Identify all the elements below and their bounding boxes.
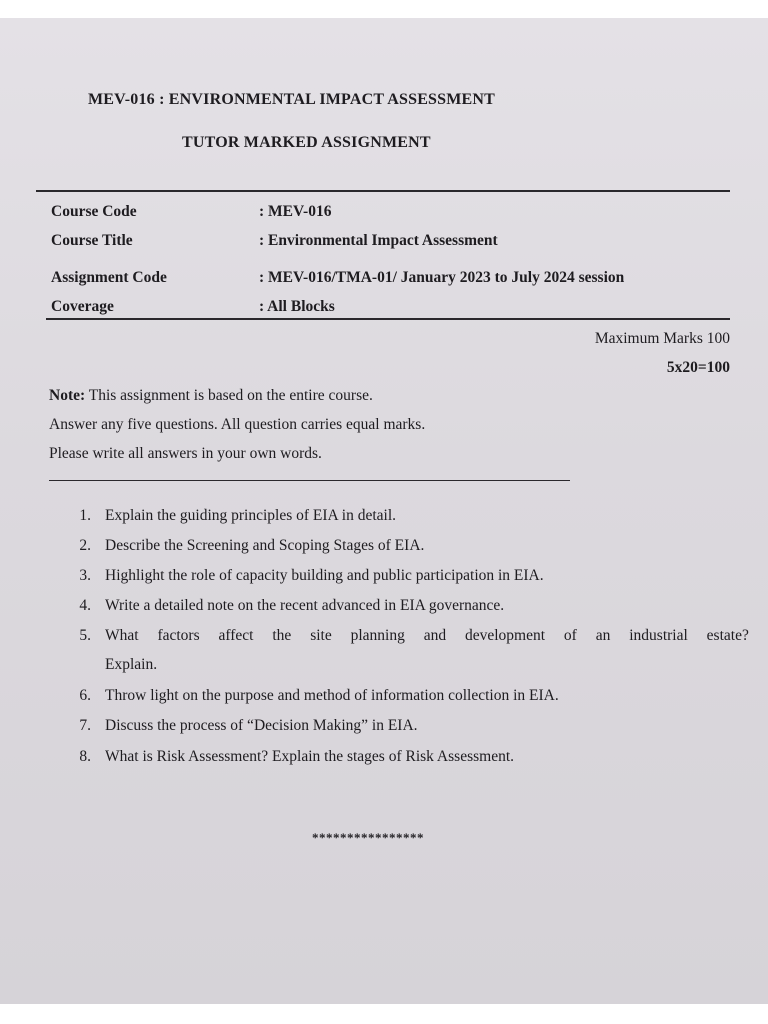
question-word: planning: [350, 627, 405, 644]
question-number: 1.: [79, 507, 91, 524]
question-word: affect: [218, 627, 254, 644]
note-line-1: [49, 387, 373, 405]
question-continuation: Explain.: [105, 656, 158, 673]
assignment-page: [0, 18, 768, 1004]
document-subtitle: TUTOR MARKED ASSIGNMENT: [182, 134, 431, 151]
question-text: Write a detailed note on the recent advanced in EIA governance.: [105, 597, 505, 614]
end-marker: ****************: [312, 830, 424, 845]
question-word: site: [310, 627, 332, 644]
question-number: 8.: [79, 748, 91, 765]
question-number: 6.: [79, 687, 91, 704]
note-line-3: Please write all answers in your own words.: [49, 445, 322, 462]
question-number: 3.: [79, 567, 91, 584]
marks-breakdown: 5x20=100: [666, 359, 730, 376]
coverage-value: : All Blocks: [259, 298, 335, 315]
note-line-2: Answer any five questions. All question carries equal marks.: [49, 416, 426, 433]
note-divider: [49, 480, 570, 481]
coverage-label: Coverage: [51, 298, 114, 315]
assignment-code-label: Assignment Code: [51, 269, 167, 286]
question-text: Describe the Screening and Scoping Stages of EIA.: [105, 537, 425, 554]
document-title: MEV-016 : ENVIRONMENTAL IMPACT ASSESSMENT: [88, 91, 496, 108]
question-text-justified: [105, 627, 749, 645]
top-divider: [36, 190, 730, 192]
question-word: estate?: [706, 627, 749, 644]
question-text: What is Risk Assessment? Explain the stages of Risk Assessment.: [105, 748, 515, 765]
maximum-marks: Maximum Marks 100: [594, 330, 730, 347]
question-word: of: [563, 627, 577, 644]
question-number: 4.: [79, 597, 91, 614]
question-word: What: [105, 627, 139, 644]
question-word: an: [595, 627, 611, 644]
question-word: and: [423, 627, 447, 644]
note-label: Note:: [49, 387, 86, 404]
question-number: 2.: [79, 537, 91, 554]
question-number: 5.: [79, 627, 91, 644]
course-title-value: : Environmental Impact Assessment: [259, 232, 498, 249]
fields-divider: [46, 318, 730, 320]
question-number: 7.: [79, 717, 91, 734]
question-text: Highlight the role of capacity building and public participation in EIA.: [105, 567, 544, 584]
question-text: Discuss the process of “Decision Making” in EIA.: [105, 717, 418, 734]
course-title-label: Course Title: [51, 232, 133, 249]
question-text: Explain the guiding principles of EIA in detail.: [105, 507, 396, 524]
assignment-code-value: : MEV-016/TMA-01/ January 2023 to July 2024 session: [259, 269, 625, 286]
course-code-value: : MEV-016: [259, 203, 332, 220]
question-text: Throw light on the purpose and method of information collection in EIA.: [105, 687, 559, 704]
question-word: the: [272, 627, 292, 644]
question-word: development: [464, 627, 546, 644]
question-word: industrial: [629, 627, 688, 644]
question-word: factors: [157, 627, 200, 644]
note-text: This assignment is based on the entire course.: [85, 387, 373, 404]
course-code-label: Course Code: [51, 203, 137, 220]
